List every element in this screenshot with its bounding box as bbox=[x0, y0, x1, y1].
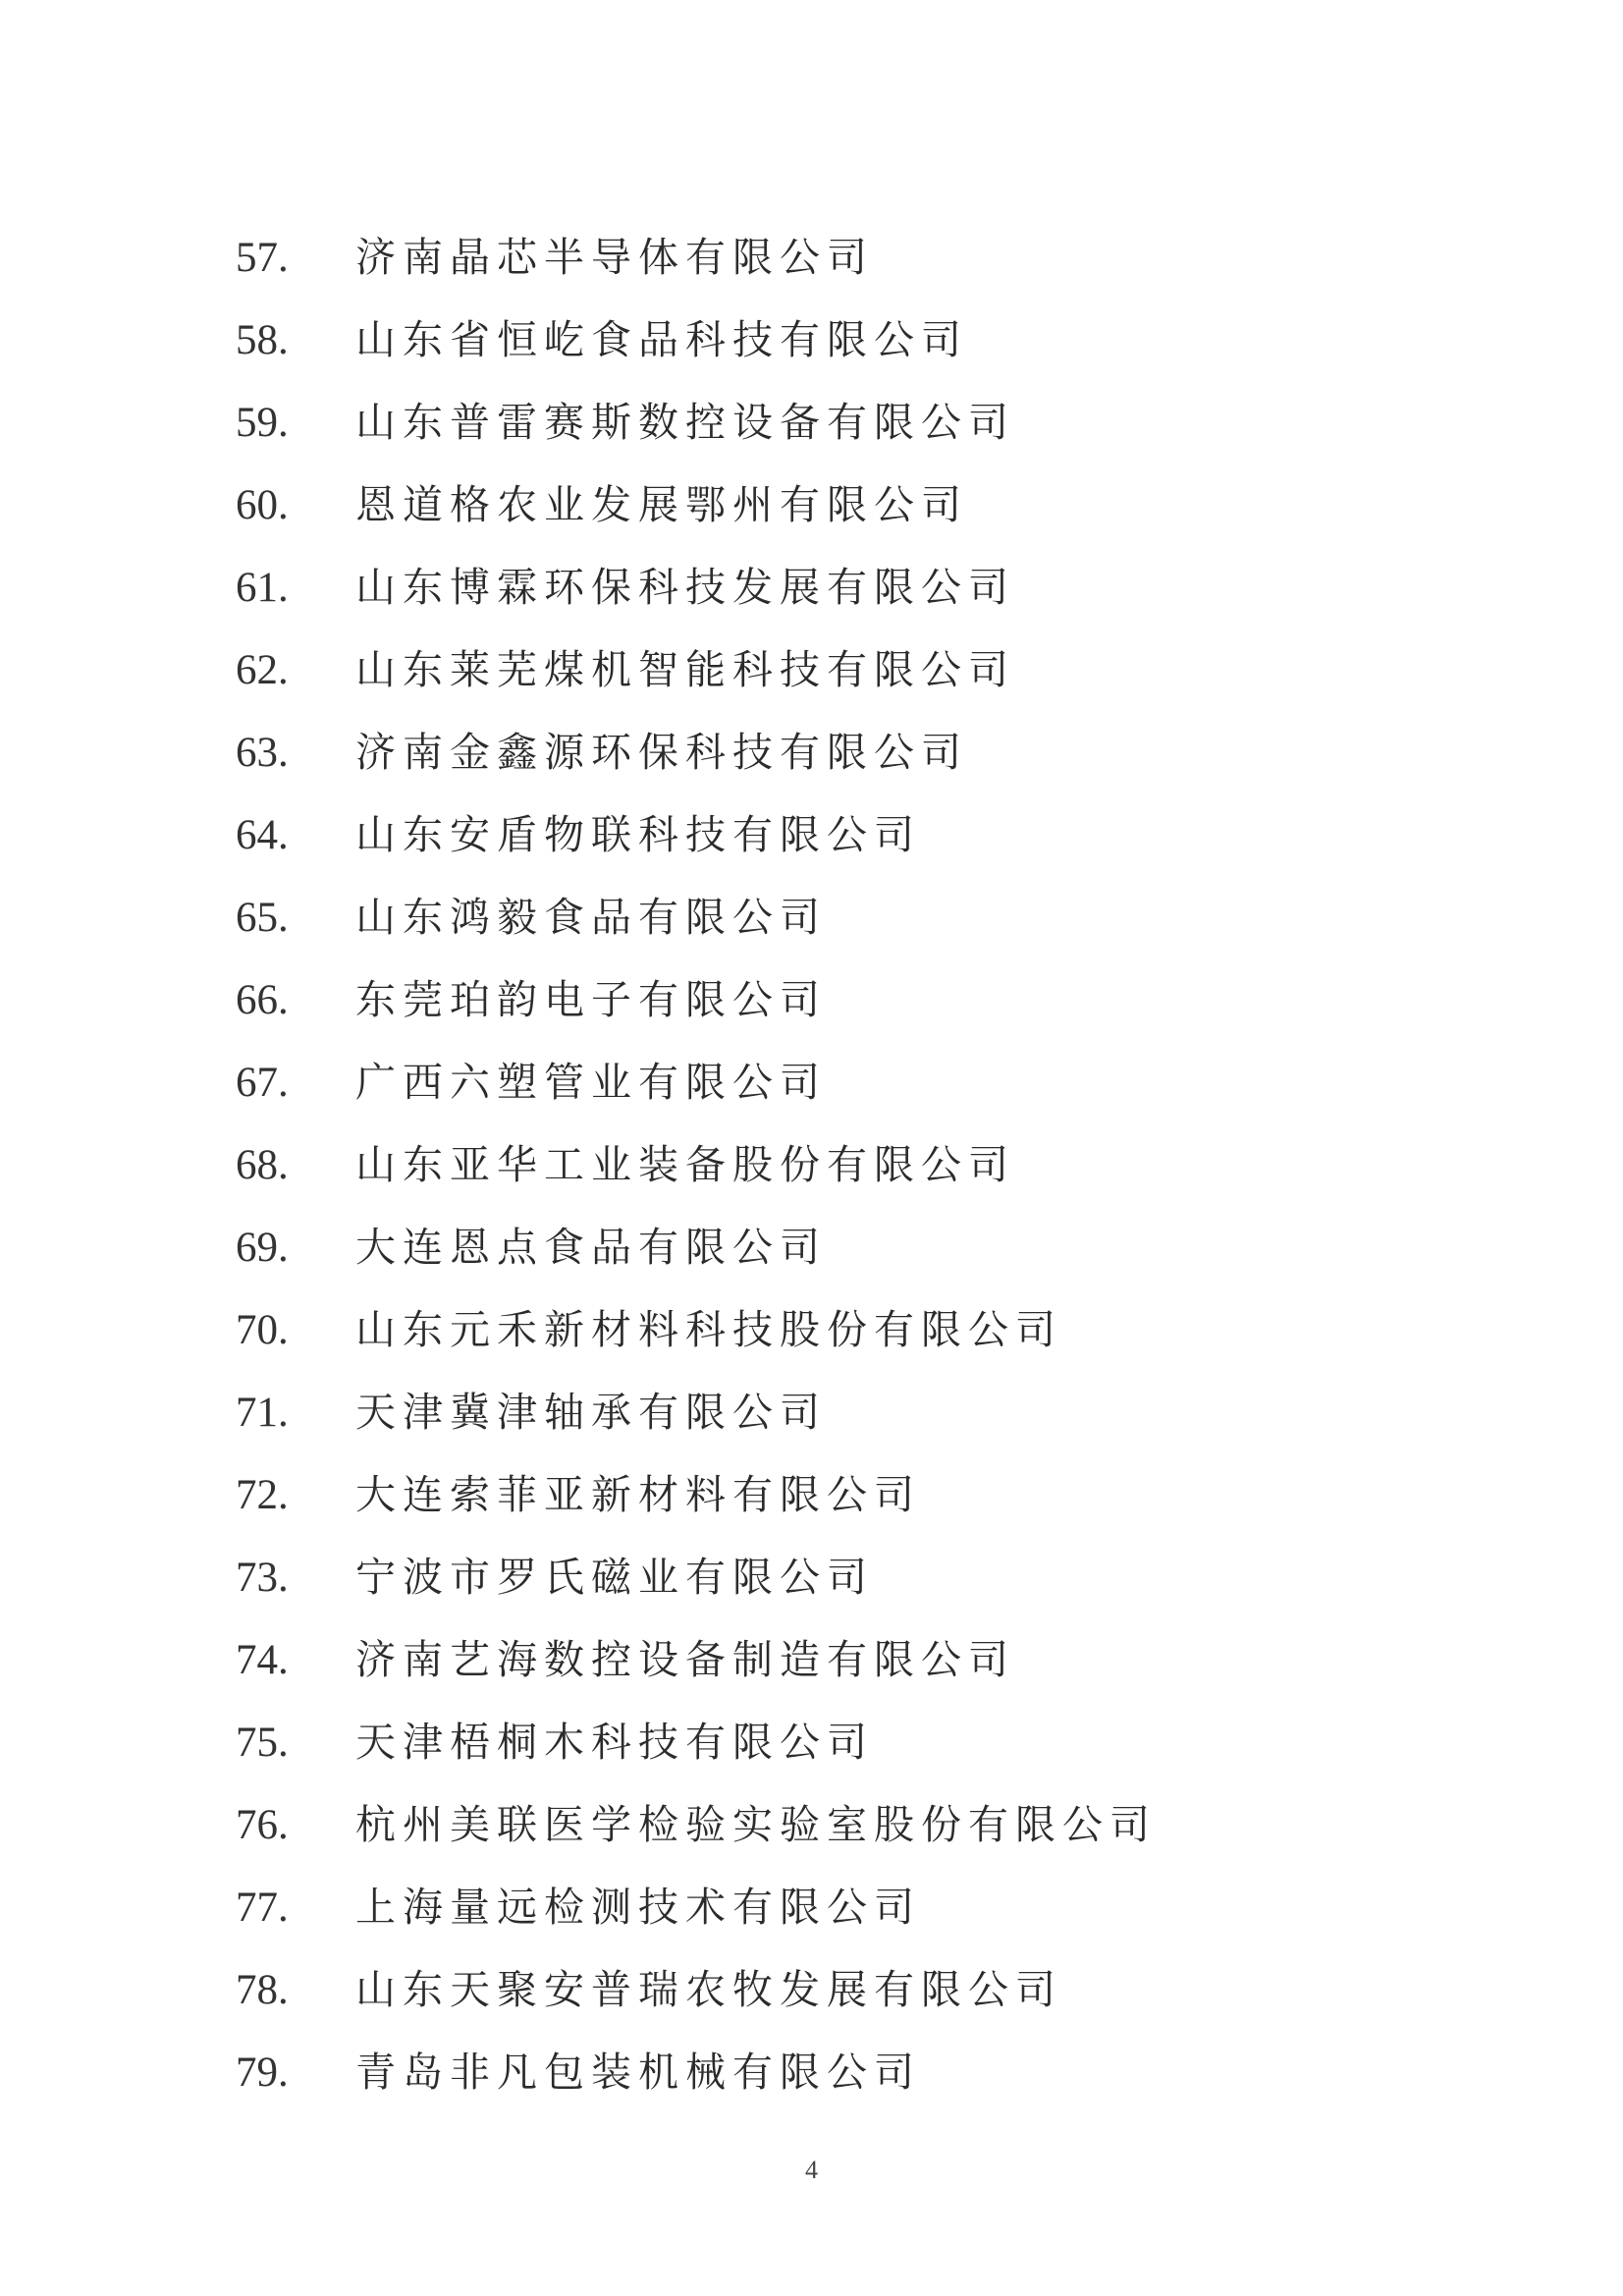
list-item bbox=[236, 1628, 1157, 1711]
item-number: 64. bbox=[236, 812, 289, 858]
list-item bbox=[236, 1793, 1157, 1876]
item-number: 65. bbox=[236, 895, 289, 941]
company-name: 济南晶芯半导体有限公司 bbox=[355, 234, 874, 281]
list-item bbox=[236, 1133, 1157, 1216]
item-number: 77. bbox=[236, 1885, 289, 1931]
list-item bbox=[236, 226, 1157, 308]
company-list bbox=[236, 226, 1157, 2123]
item-number: 72. bbox=[236, 1472, 289, 1518]
list-item bbox=[236, 1876, 1157, 1958]
list-item bbox=[236, 556, 1157, 638]
company-name: 山东鸿毅食品有限公司 bbox=[355, 894, 827, 941]
item-number: 73. bbox=[236, 1555, 289, 1601]
company-name: 天津梧桐木科技有限公司 bbox=[355, 1719, 874, 1766]
list-item bbox=[236, 1298, 1157, 1381]
item-number: 60. bbox=[236, 482, 289, 528]
list-item bbox=[236, 638, 1157, 721]
list-item bbox=[236, 1216, 1157, 1298]
item-number: 75. bbox=[236, 1720, 289, 1766]
company-name: 山东省恒屹食品科技有限公司 bbox=[355, 316, 968, 363]
item-number: 70. bbox=[236, 1307, 289, 1353]
company-name: 大连恩点食品有限公司 bbox=[355, 1224, 827, 1271]
list-item bbox=[236, 2041, 1157, 2123]
list-item bbox=[236, 886, 1157, 968]
company-name: 广西六塑管业有限公司 bbox=[355, 1059, 827, 1106]
item-number: 57. bbox=[236, 235, 289, 281]
list-item bbox=[236, 1051, 1157, 1133]
company-name: 山东博霖环保科技发展有限公司 bbox=[355, 564, 1015, 611]
company-name: 天津冀津轴承有限公司 bbox=[355, 1389, 827, 1436]
company-name: 大连索菲亚新材料有限公司 bbox=[355, 1471, 921, 1518]
item-number: 66. bbox=[236, 977, 289, 1023]
company-name: 东莞珀韵电子有限公司 bbox=[355, 976, 827, 1023]
item-number: 67. bbox=[236, 1060, 289, 1106]
list-item bbox=[236, 1958, 1157, 2041]
item-number: 61. bbox=[236, 565, 289, 611]
item-number: 71. bbox=[236, 1390, 289, 1436]
item-number: 69. bbox=[236, 1225, 289, 1271]
item-number: 62. bbox=[236, 647, 289, 693]
list-item bbox=[236, 721, 1157, 803]
list-item bbox=[236, 803, 1157, 886]
item-number: 76. bbox=[236, 1802, 289, 1848]
page-number: 4 bbox=[805, 2156, 818, 2184]
company-name: 济南艺海数控设备制造有限公司 bbox=[355, 1636, 1015, 1683]
item-number: 68. bbox=[236, 1142, 289, 1188]
item-number: 59. bbox=[236, 400, 289, 446]
company-name: 上海量远检测技术有限公司 bbox=[355, 1884, 921, 1931]
company-name: 山东莱芜煤机智能科技有限公司 bbox=[355, 646, 1015, 693]
company-name: 青岛非凡包装机械有限公司 bbox=[355, 2049, 921, 2096]
list-item bbox=[236, 1711, 1157, 1793]
list-item bbox=[236, 1381, 1157, 1463]
list-item bbox=[236, 1546, 1157, 1628]
company-name: 山东元禾新材料科技股份有限公司 bbox=[355, 1306, 1062, 1353]
company-name: 山东普雷赛斯数控设备有限公司 bbox=[355, 399, 1015, 446]
company-name: 恩道格农业发展鄂州有限公司 bbox=[355, 481, 968, 528]
company-name: 山东天聚安普瑞农牧发展有限公司 bbox=[355, 1966, 1062, 2013]
list-item bbox=[236, 473, 1157, 556]
list-item bbox=[236, 308, 1157, 391]
company-name: 济南金鑫源环保科技有限公司 bbox=[355, 729, 968, 776]
list-item bbox=[236, 391, 1157, 473]
item-number: 74. bbox=[236, 1637, 289, 1683]
company-name: 杭州美联医学检验实验室股份有限公司 bbox=[355, 1801, 1157, 1848]
list-item bbox=[236, 1463, 1157, 1546]
company-name: 宁波市罗氏磁业有限公司 bbox=[355, 1554, 874, 1601]
item-number: 63. bbox=[236, 730, 289, 776]
item-number: 79. bbox=[236, 2050, 289, 2096]
company-name: 山东安盾物联科技有限公司 bbox=[355, 811, 921, 858]
company-name: 山东亚华工业装备股份有限公司 bbox=[355, 1141, 1015, 1188]
list-item bbox=[236, 968, 1157, 1051]
item-number: 58. bbox=[236, 317, 289, 363]
item-number: 78. bbox=[236, 1967, 289, 2013]
